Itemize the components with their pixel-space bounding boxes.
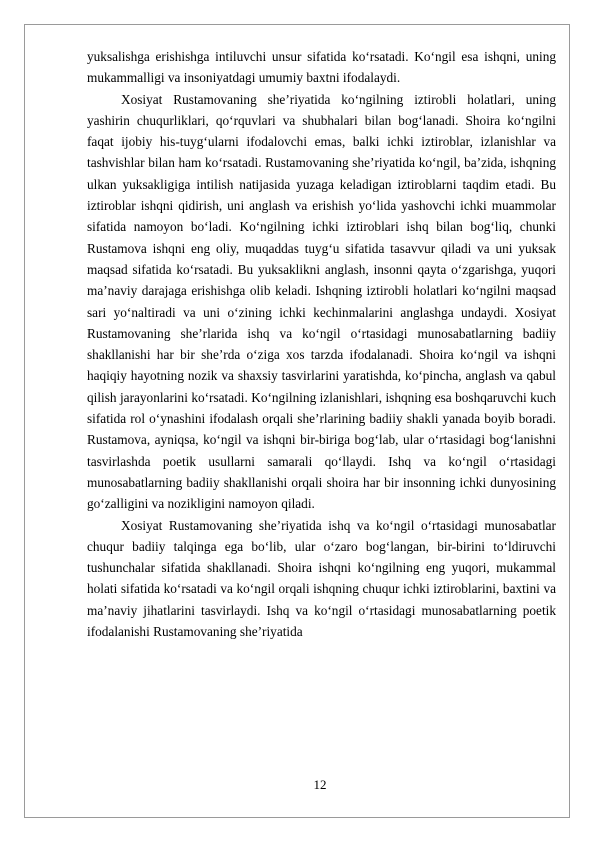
paragraph-2: Xosiyat Rustamovaning she’riyatida ko‘ngilning iztirobli holatlari, uning yashirin chuqurliklari, qo‘rquvlari va shubhalari bilan bog‘lanadi. Shoira ko‘ngilni faqat ijobiy his-tuyg‘ularni ifodalovchi emas, balki ichki iztiroblar, izlanishlar va tashvishlar bilan ham ko‘rsatadi. Rustamovaning she’riyatida ko‘ngil, ba’zida, ishqning ulkan yuksakligiga intilish natijasida yuzaga keladigan iztiroblarni taqdim etadi. Bu iztiroblar ishqni qidirish, uni anglash va erishish yo‘lida yashovchi ichki muammolar sifatida namoyon bo‘ladi. Ko‘ngilning ichki iztiroblari ishq bilan bog‘liq, chunki Rustamova ishqni eng oliy, muqaddas tuyg‘u sifatida tasavvur qiladi va uni yuksak maqsad sifatida ko‘rsatadi. Bu yuksaklikni anglash, insonni qayta o‘zgarishga, yuqori ma’naviy darajaga erishishga olib keladi. Ishqning iztirobli holatlari ko‘ngilni maqsad sari yo‘naltiradi va uni o‘zining ichki kechinmalarini anglashga undaydi. Xosiyat Rustamovaning she’rlarida ishq va ko‘ngil o‘rtasidagi munosabatlarning badiiy shakllanishi har bir she’rda o‘ziga xos tarzda ifodalanadi. Shoira ko‘ngil va ishqni haqiqiy hayotning nozik va shaxsiy tasvirlarini yaratishda, ko‘pincha, anglash va qabul qilish jarayonlarini ko‘rsatadi. Ko‘ngilning izlanishlari, ishqning esa boshqaruvchi kuch sifatida rol o‘ynashini ifodalash orqali she’rlarining badiiy shakli yanada boyib boradi. Rustamova, ayniqsa, ko‘ngil va ishqni bir-biriga bog‘lab, ular o‘rtasidagi bog‘lanishni tasvirlashda poetik usullarni samarali qo‘llaydi. Ishq va ko‘ngil o‘rtasidagi munosabatlarning badiiy shakllanishi orqali shoira har bir insonning ichki dunyosining go‘zalligini va nozikligini namoyon qiladi. — [87, 91, 556, 512]
body-text — [87, 46, 556, 642]
page-number: 12 — [313, 777, 327, 792]
paragraph-1: yuksalishga erishishga intiluvchi unsur sifatida ko‘rsatadi. Ko‘ngil esa ishqni, uning mukammalligi va insoniyatdagi umumiy baxtni ifodalaydi. — [87, 49, 556, 86]
paragraph-3: Xosiyat Rustamovaning she’riyatida ishq va ko‘ngil o‘rtasidagi munosabatlar chuqur badiiy talqinga ega bo‘lib, ular o‘zaro bog‘langan, bir-birini to‘ldiruvchi tushunchalar sifatida shakllanadi. Shoira ishqni ko‘ngilning eng yuqori, mukammal holati sifatida ko‘rsatadi va ko‘ngil orqali ishqning chuqur ichki iztiroblarini, baxtini va ma’naviy jihatlarini tasvirlaydi. Ishq va ko‘ngil o‘rtasidagi munosabatlarning poetik ifodalanishi Rustamovaning she’riyatida — [87, 517, 556, 640]
